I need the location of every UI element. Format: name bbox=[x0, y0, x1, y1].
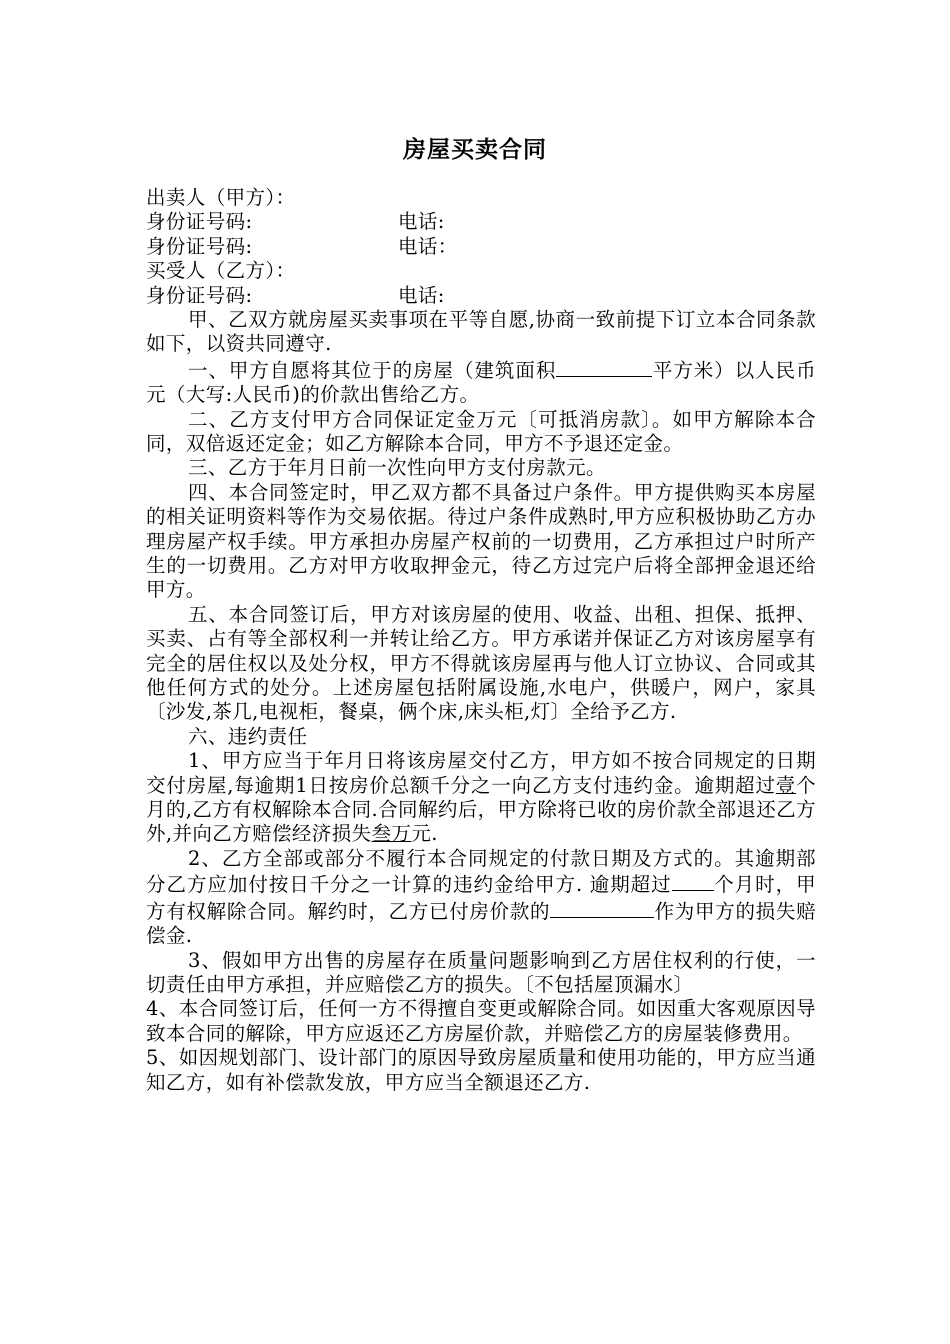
clause-6-2-text-c: 作为甲方的损失赔偿金. bbox=[146, 899, 816, 948]
area-blank bbox=[556, 357, 652, 377]
intro-paragraph: 甲、乙双方就房屋买卖事项在平等自愿,协商一致前提下订立本合同条款如下，以资共同遵守. bbox=[146, 307, 816, 356]
clause-6-1-text-c: 元. bbox=[411, 822, 438, 846]
seller-line: 出卖人（甲方）： bbox=[146, 186, 296, 209]
compensation-blank bbox=[550, 898, 654, 918]
buyer-id-label: 身份证号码: bbox=[146, 283, 253, 307]
document-title: 房屋买卖合同 bbox=[403, 137, 547, 163]
seller-id2-row bbox=[146, 235, 816, 259]
clause-3: 三、乙方于年月日前一次性向甲方支付房款元。 bbox=[188, 456, 606, 480]
clause-6-4: 4、本合同签订后，任何一方不得擅自变更或解除合同。如因重大客观原因导致本合同的解除，甲方应返还乙方房屋价款，并赔偿乙方的房屋装修费用。 bbox=[146, 997, 816, 1045]
clause-2: 二、乙方支付甲方合同保证定金万元〔可抵消房款〕。如甲方解除本合同，双倍返还定金；如乙方解除本合同，甲方不予退还定金。 bbox=[146, 407, 816, 455]
clause-1-text-a: 一、甲方自愿将其位于的房屋（建筑面积 bbox=[188, 358, 557, 382]
seller-id-label: 身份证号码: bbox=[146, 210, 253, 234]
clause-6-1 bbox=[146, 749, 816, 847]
clause-6-1-text-a: 1、甲方应当于年月日将该房屋交付乙方，甲方如不按合同规定的日期交付房屋,每逾期1日按房价总额千分之一向乙方支付违约金。逾期超过 bbox=[146, 749, 816, 797]
seller-id-row bbox=[146, 210, 816, 234]
buyer-id-row bbox=[146, 284, 816, 308]
contract-body bbox=[146, 186, 816, 1095]
clause-6-2-text-b: 个月时，甲方有权解除合同。解约时，乙方已付房价款的 bbox=[146, 873, 816, 923]
clause-6-2 bbox=[146, 847, 816, 949]
clause-4: 四、本合同签定时，甲乙双方都不具备过户条件。甲方提供购买本房屋的相关证明资料等作为交易依据。待过户条件成熟时,甲方应积极协助乙方办理房屋产权手续。甲方承担办房屋产权前的一切费用，乙方承担过户时所产生的一切费用。乙方对甲方收取押金元，待乙方过完户后将全部押金退还给甲方。 bbox=[146, 480, 816, 602]
months-blank bbox=[672, 871, 714, 891]
clause-6-1-months: 壹 bbox=[775, 773, 797, 797]
clause-1-text-b: 平方米）以人民币元（大写:人民币)的价款出售给乙方。 bbox=[146, 358, 817, 407]
clause-6-3: 3、假如甲方出售的房屋存在质量问题影响到乙方居住权利的行使，一切责任由甲方承担，并应赔偿乙方的损失。〔不包括屋顶漏水〕 bbox=[146, 948, 816, 996]
clause-1 bbox=[146, 357, 816, 408]
clause-5: 五、本合同签订后，甲方对该房屋的使用、收益、出租、担保、抵押、买卖、占有等全部权利一并转让给乙方。甲方承诺并保证乙方对该房屋享有完全的居住权以及处分权，甲方不得就该房屋再与他人订立协议、合同或其他任何方式的处分。上述房屋包括附属设施,水电户，供暖户，网户，家具〔沙发,茶几,电视柜，餐桌，俩个床,床头柜,灯〕全给予乙方. bbox=[146, 602, 816, 724]
clause-6-1-amount: 叁万 bbox=[371, 822, 412, 846]
buyer-line: 买受人（乙方）： bbox=[146, 259, 296, 283]
clause-6-1-text-b: 个月的,乙方有权解除本合同.合同解约后，甲方除将已收的房价款全部退还乙方外,并向乙方赔偿经济损失 bbox=[146, 773, 817, 846]
clause-6-heading: 六、违约责任 bbox=[188, 724, 308, 748]
clause-6-5: 5、如因规划部门、设计部门的原因导致房屋质量和使用功能的，甲方应当通知乙方，如有补偿款发放，甲方应当全额退还乙方. bbox=[146, 1046, 816, 1094]
clause-6-2-text-a: 2、乙方全部或部分不履行本合同规定的付款日期及方式的。其逾期部分乙方应加付按日千分之一计算的违约金给甲方. 逾期超过 bbox=[146, 846, 816, 897]
seller-id2-label: 身份证号码: bbox=[146, 234, 253, 258]
seller-phone-label: 电话: bbox=[398, 210, 445, 234]
buyer-phone-label: 电话: bbox=[398, 283, 445, 307]
seller-phone2-label: 电话： bbox=[398, 234, 458, 258]
